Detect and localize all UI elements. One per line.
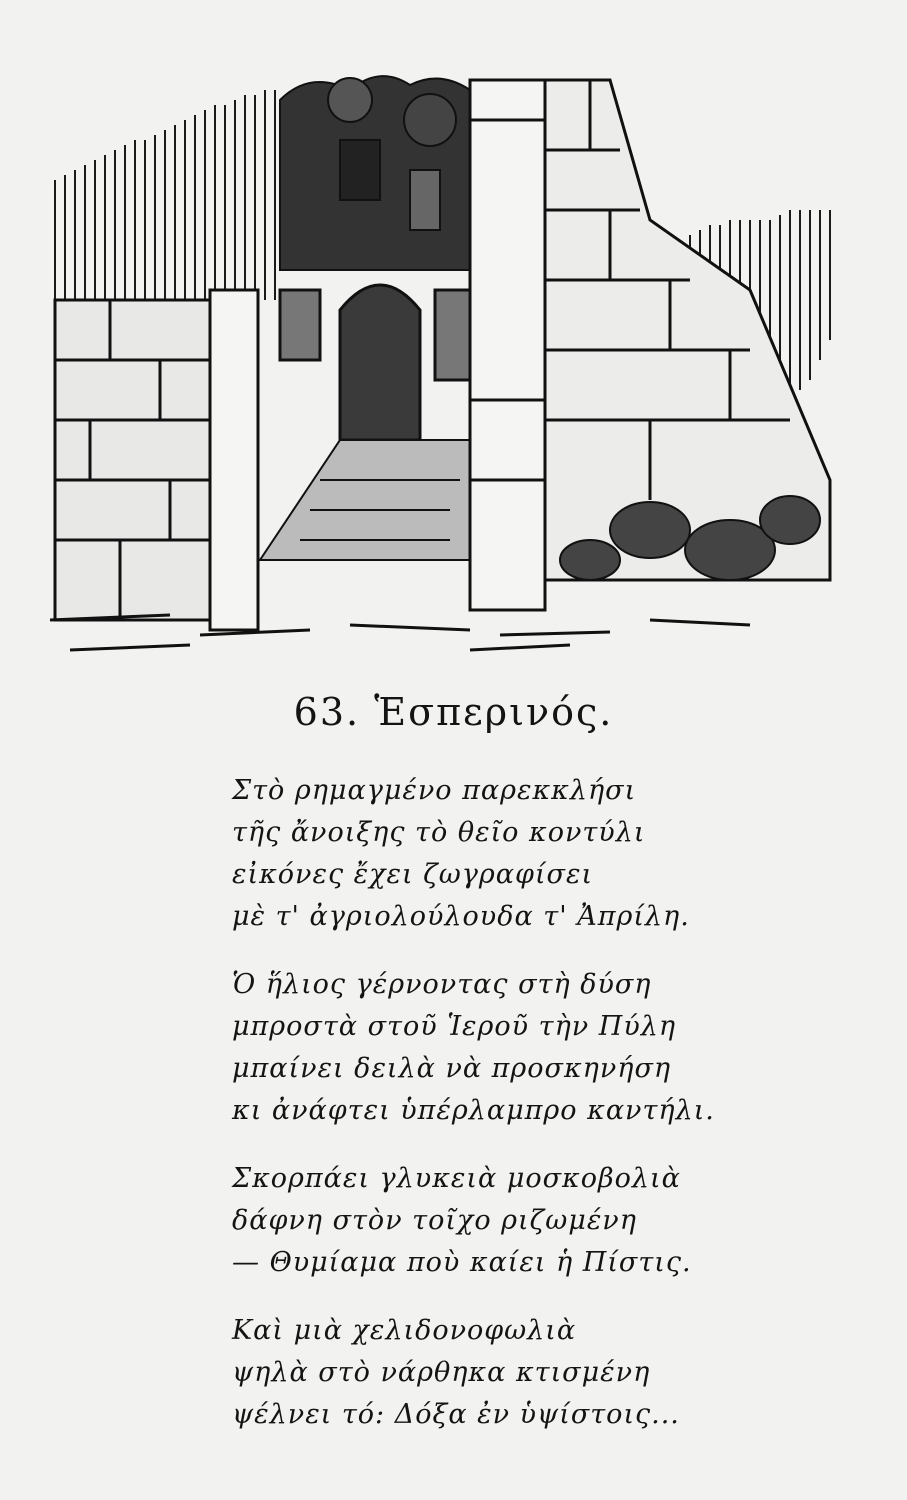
- poem-line: μπαίνει δειλὰ νὰ προσκηνήση: [232, 1053, 672, 1084]
- poem-line: ψέλνει τό: Δόξα ἐν ὑψίστοις...: [232, 1399, 680, 1430]
- poem-line: Ὁ ἥλιος γέρνοντας στὴ δύση: [232, 969, 652, 1000]
- poem-line: μπροστὰ στοῦ Ἱεροῦ τὴν Πύλη: [232, 1011, 677, 1042]
- poem-body: [232, 770, 792, 1462]
- poem-line: μὲ τ' ἀγριολούλουδα τ' Ἀπρίλη.: [232, 901, 690, 932]
- poem-line: Καὶ μιὰ χελιδονοφωλιὰ: [232, 1315, 577, 1346]
- left-gate-post: [210, 290, 258, 630]
- poem-line: δάφνη στὸν τοῖχο ριζωμένη: [232, 1205, 637, 1236]
- chapel-ruins-illustration: [50, 60, 840, 660]
- poem-line: Στὸ ρημαγμένο παρεκκλήσι: [232, 775, 637, 806]
- stanza-4: [232, 1310, 792, 1436]
- poem-line: εἰκόνες ἔχει ζωγραφίσει: [232, 859, 594, 890]
- path: [260, 440, 470, 560]
- stanza-3: [232, 1158, 792, 1284]
- archway: [280, 285, 475, 440]
- right-gate-post: [470, 80, 545, 610]
- stanza-2: [232, 964, 792, 1132]
- poem-line: Σκορπάει γλυκειὰ μοσκοβολιὰ: [232, 1163, 681, 1194]
- poem-line: τῆς ἄνοιξης τὸ θεῖο κοντύλι: [232, 817, 646, 848]
- poem-line: κι ἀνάφτει ὑπέρλαμπρο καντήλι.: [232, 1095, 715, 1126]
- left-wall: [55, 300, 215, 620]
- carved-facade: [280, 76, 470, 270]
- stanza-1: [232, 770, 792, 938]
- poem-line: ψηλὰ στὸ νάρθηκα κτισμένη: [232, 1357, 651, 1388]
- poem-title: 63. Ἑσπερινός.: [293, 690, 614, 734]
- poem-line: — Θυμίαμα ποὺ καίει ἡ Πίστις.: [232, 1247, 692, 1278]
